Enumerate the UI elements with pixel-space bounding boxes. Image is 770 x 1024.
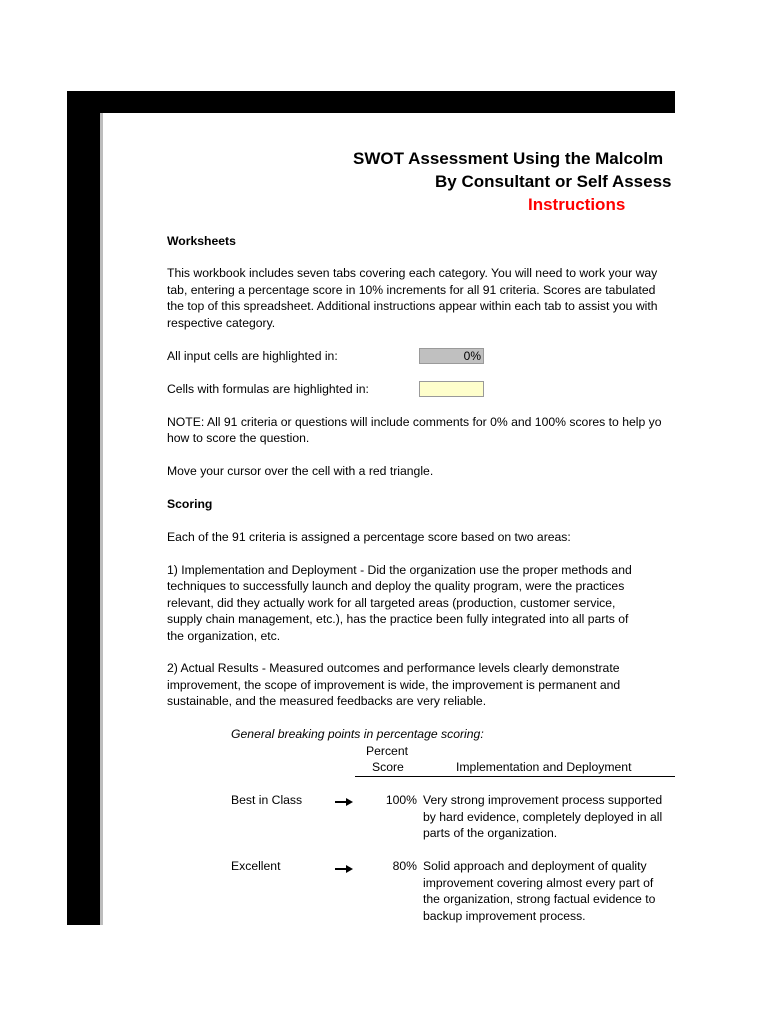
- implementation-column-header: Implementation and Deployment: [456, 760, 632, 774]
- title-line-2: By Consultant or Self Assess: [435, 172, 672, 191]
- row-desc-line: improvement covering almost every part of: [423, 876, 654, 890]
- note-line: NOTE: All 91 criteria or questions will include comments for 0% and 100% scores to help yo: [167, 415, 662, 429]
- row-desc-line: the organization, strong factual evidence to: [423, 892, 656, 906]
- row-desc-line: Very strong improvement process supported: [423, 793, 663, 807]
- worksheets-para-line: respective category.: [167, 316, 276, 330]
- scoring-intro: Each of the 91 criteria is assigned a percentage score based on two areas:: [167, 530, 571, 544]
- breakpoints-caption: General breaking points in percentage scoring:: [231, 727, 484, 741]
- cursor-hint: Move your cursor over the cell with a red triangle.: [167, 464, 434, 478]
- note-line: how to score the question.: [167, 431, 310, 445]
- area2-line: 2) Actual Results - Measured outcomes and performance levels clearly demonstrate: [167, 661, 620, 675]
- area1-line: 1) Implementation and Deployment - Did the organization use the proper methods and: [167, 563, 632, 577]
- worksheets-para-line: the top of this spreadsheet. Additional instructions appear within each tab to assist you with: [167, 299, 658, 313]
- row-label-excellent: Excellent: [231, 859, 281, 873]
- row-desc-line: backup improvement process.: [423, 909, 586, 923]
- area1-line: supply chain management, etc.), has the practice been fully integrated into all parts of: [167, 612, 629, 626]
- worksheets-heading: Worksheets: [167, 234, 236, 248]
- sheet-frame-top: [67, 91, 675, 113]
- area2-line: improvement, the scope of improvement is wide, the improvement is permanent and: [167, 678, 621, 692]
- row-label-best-in-class: Best in Class: [231, 793, 303, 807]
- row-desc-line: Solid approach and deployment of quality: [423, 859, 647, 873]
- instructions-heading: Instructions: [528, 195, 626, 214]
- scoring-heading: Scoring: [167, 497, 213, 511]
- row-desc-line: by hard evidence, completely deployed in all: [423, 810, 663, 824]
- formula-cells-label: Cells with formulas are highlighted in:: [167, 382, 369, 396]
- header-underline: [355, 776, 675, 777]
- spreadsheet-page: [103, 113, 675, 925]
- worksheets-para-line: tab, entering a percentage score in 10% increments for all 91 criteria. Scores are tabulated: [167, 283, 656, 297]
- arrow-right-icon: [335, 864, 353, 874]
- input-cells-label: All input cells are highlighted in:: [167, 349, 338, 363]
- score-column-header: Score: [372, 760, 404, 774]
- area1-line: relevant, did they actually work for all targeted areas (production, customer service,: [167, 596, 616, 610]
- area1-line: techniques to successfully launch and deploy the quality program, were the practices: [167, 579, 625, 593]
- row-score-excellent: 80%: [392, 859, 417, 873]
- row-score-best-in-class: 100%: [385, 793, 417, 807]
- area1-line: the organization, etc.: [167, 629, 281, 643]
- area2-line: sustainable, and the measured feedbacks are very reliable.: [167, 694, 487, 708]
- arrow-right-icon: [335, 797, 353, 807]
- formula-cell-sample[interactable]: [419, 381, 484, 397]
- row-desc-line: parts of the organization.: [423, 826, 558, 840]
- title-line-1: SWOT Assessment Using the Malcolm: [353, 149, 664, 168]
- worksheets-para-line: This workbook includes seven tabs covering each category. You will need to work your way: [167, 266, 658, 280]
- input-cell-sample[interactable]: 0%: [419, 348, 484, 364]
- sheet-frame-left: [67, 91, 100, 925]
- percent-column-header: Percent: [366, 744, 409, 758]
